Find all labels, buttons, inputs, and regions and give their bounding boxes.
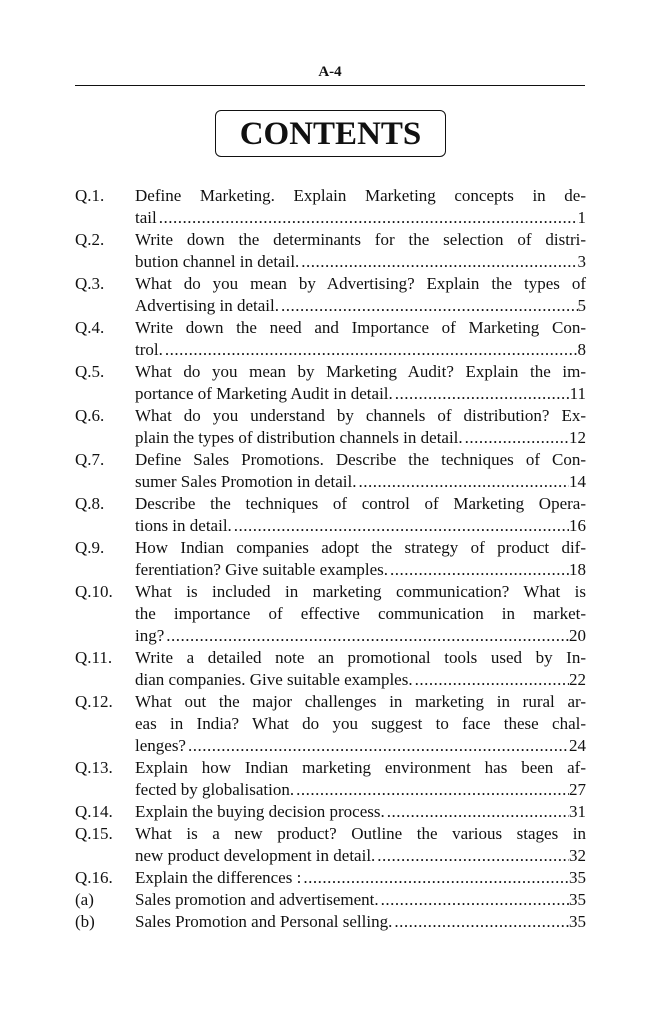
text-line: Define Sales Promotions. Describe the techniques of Con- <box>135 450 586 469</box>
table-of-contents <box>75 185 586 933</box>
question-text <box>135 537 586 581</box>
text-line-last <box>135 669 586 691</box>
text-line: new product development in detail. <box>135 846 376 865</box>
text-line: ing? <box>135 626 165 645</box>
toc-entry <box>75 823 586 867</box>
question-number: Q.6. <box>75 406 105 425</box>
text-line: bution channel in detail. <box>135 252 300 271</box>
page-ref: 11 <box>569 384 586 403</box>
question-text <box>135 405 586 449</box>
header-rule <box>75 85 585 86</box>
toc-entry <box>75 911 586 933</box>
text-line-last <box>135 251 586 273</box>
question-number: Q.3. <box>75 274 105 293</box>
dot-leader <box>392 911 569 933</box>
page-ref: 35 <box>569 890 586 909</box>
text-line-last <box>135 427 586 449</box>
toc-entry <box>75 273 586 317</box>
page-ref: 14 <box>569 472 586 491</box>
text-line: How Indian companies adopt the strategy of product dif- <box>135 538 586 557</box>
page-ref: 20 <box>569 626 586 645</box>
text-line: Write down the determinants for the selection of distri- <box>135 230 586 249</box>
toc-entry <box>75 317 586 361</box>
question-number: Q.13. <box>75 758 113 777</box>
toc-entry <box>75 449 586 493</box>
text-line: What out the major challenges in marketing in rural ar- <box>135 692 586 711</box>
text-line-last <box>135 867 586 889</box>
question-number: Q.14. <box>75 802 113 821</box>
text-line: Advertising in detail. <box>135 296 280 315</box>
text-line: Write down the need and Importance of Marketing Con- <box>135 318 586 337</box>
page-number: A-4 <box>318 64 342 80</box>
text-line: What do you understand by channels of distribution? Ex- <box>135 406 586 425</box>
page-ref: 31 <box>569 802 586 821</box>
page-ref: 27 <box>569 780 586 799</box>
text-line: What is a new product? Outline the various stages in <box>135 824 586 843</box>
dot-leader <box>463 427 569 449</box>
text-line: Explain the differences : <box>135 868 302 887</box>
page-ref: 1 <box>577 208 586 227</box>
question-text <box>135 911 586 933</box>
text-line: trol. <box>135 340 163 359</box>
text-line-last <box>135 559 586 581</box>
text-line-last <box>135 889 586 911</box>
text-line: Explain how Indian marketing environment has been af- <box>135 758 586 777</box>
page-ref: 35 <box>569 912 586 931</box>
toc-entry <box>75 889 586 911</box>
question-text <box>135 493 586 537</box>
text-line: portance of Marketing Audit in detail. <box>135 384 393 403</box>
dot-leader <box>186 735 569 757</box>
toc-entry <box>75 647 586 691</box>
dot-leader <box>294 779 569 801</box>
text-line-last <box>135 845 586 867</box>
question-number: Q.16. <box>75 868 113 887</box>
dot-leader <box>157 207 578 229</box>
text-line-last <box>135 515 586 537</box>
text-line: sumer Sales Promotion in detail. <box>135 472 357 491</box>
question-number: Q.7. <box>75 450 105 469</box>
question-text <box>135 273 586 317</box>
question-number: Q.1. <box>75 186 105 205</box>
toc-entry <box>75 361 586 405</box>
toc-entry <box>75 691 586 757</box>
text-line: What do you mean by Marketing Audit? Explain the im- <box>135 362 586 381</box>
dot-leader <box>385 801 569 823</box>
toc-entry <box>75 867 586 889</box>
question-number: Q.12. <box>75 692 113 711</box>
question-text <box>135 867 586 889</box>
dot-leader <box>163 339 578 361</box>
text-line-last <box>135 911 586 933</box>
dot-leader <box>164 625 569 647</box>
toc-entry <box>75 185 586 229</box>
page-ref: 24 <box>569 736 586 755</box>
toc-entry <box>75 801 586 823</box>
text-line: Sales promotion and advertisement. <box>135 890 379 909</box>
question-number: Q.8. <box>75 494 105 513</box>
dot-leader <box>379 889 569 911</box>
toc-entry <box>75 229 586 273</box>
dot-leader <box>232 515 569 537</box>
text-line: Describe the techniques of control of Marketing Opera- <box>135 494 586 513</box>
toc-entry <box>75 537 586 581</box>
page-ref: 3 <box>577 252 586 271</box>
text-line: ferentiation? Give suitable examples. <box>135 560 389 579</box>
dot-leader <box>375 845 569 867</box>
question-number: Q.2. <box>75 230 105 249</box>
dot-leader <box>301 867 569 889</box>
text-line: What do you mean by Advertising? Explain the types of <box>135 274 586 293</box>
question-text <box>135 823 586 867</box>
text-line-last <box>135 801 586 823</box>
question-text <box>135 449 586 493</box>
page-ref: 22 <box>569 670 586 689</box>
question-text <box>135 757 586 801</box>
dot-leader <box>356 471 569 493</box>
question-text <box>135 889 586 911</box>
dot-leader <box>279 295 577 317</box>
question-number: Q.11. <box>75 648 113 667</box>
question-number: Q.15. <box>75 824 113 843</box>
text-line-last <box>135 207 586 229</box>
question-text <box>135 185 586 229</box>
text-line-last <box>135 339 586 361</box>
text-line: fected by globalisation. <box>135 780 295 799</box>
question-number: Q.10. <box>75 582 113 601</box>
toc-entry <box>75 493 586 537</box>
text-line-last <box>135 779 586 801</box>
page-ref: 18 <box>569 560 586 579</box>
dot-leader <box>393 383 570 405</box>
dot-leader <box>388 559 569 581</box>
page-ref: 8 <box>577 340 586 359</box>
toc-entry <box>75 757 586 801</box>
question-number: Q.4. <box>75 318 105 337</box>
text-line: lenges? <box>135 736 186 755</box>
text-line: Sales Promotion and Personal selling. <box>135 912 393 931</box>
text-line-last <box>135 625 586 647</box>
text-line-last <box>135 471 586 493</box>
question-text <box>135 801 586 823</box>
text-line-last <box>135 295 586 317</box>
text-line: Explain the buying decision process. <box>135 802 385 821</box>
question-number: (a) <box>75 890 94 909</box>
question-text <box>135 581 586 647</box>
toc-entry <box>75 581 586 647</box>
text-line: tions in detail. <box>135 516 232 535</box>
question-text <box>135 691 586 757</box>
page-ref: 5 <box>577 296 586 315</box>
question-text <box>135 647 586 691</box>
page-ref: 12 <box>569 428 586 447</box>
text-line: Write a detailed note an promotional tools used by In- <box>135 648 586 667</box>
question-number: Q.5. <box>75 362 105 381</box>
text-line: the importance of effective communication in market- <box>135 604 586 623</box>
toc-entry <box>75 405 586 449</box>
page-ref: 16 <box>569 516 586 535</box>
question-number: (b) <box>75 912 95 931</box>
page-ref: 32 <box>569 846 586 865</box>
text-line: What is included in marketing communication? What is <box>135 582 586 601</box>
question-text <box>135 361 586 405</box>
text-line: Define Marketing. Explain Marketing concepts in de- <box>135 186 586 205</box>
page-ref: 35 <box>569 868 586 887</box>
text-line: eas in India? What do you suggest to face these chal- <box>135 714 586 733</box>
question-number: Q.9. <box>75 538 105 557</box>
text-line: dian companies. Give suitable examples. <box>135 670 413 689</box>
dot-leader <box>413 669 569 691</box>
text-line-last <box>135 383 586 405</box>
text-line-last <box>135 735 586 757</box>
page-title: CONTENTS <box>215 110 446 157</box>
question-text <box>135 229 586 273</box>
question-text <box>135 317 586 361</box>
dot-leader <box>299 251 577 273</box>
text-line: plain the types of distribution channels in detail. <box>135 428 463 447</box>
text-line: tail <box>135 208 157 227</box>
